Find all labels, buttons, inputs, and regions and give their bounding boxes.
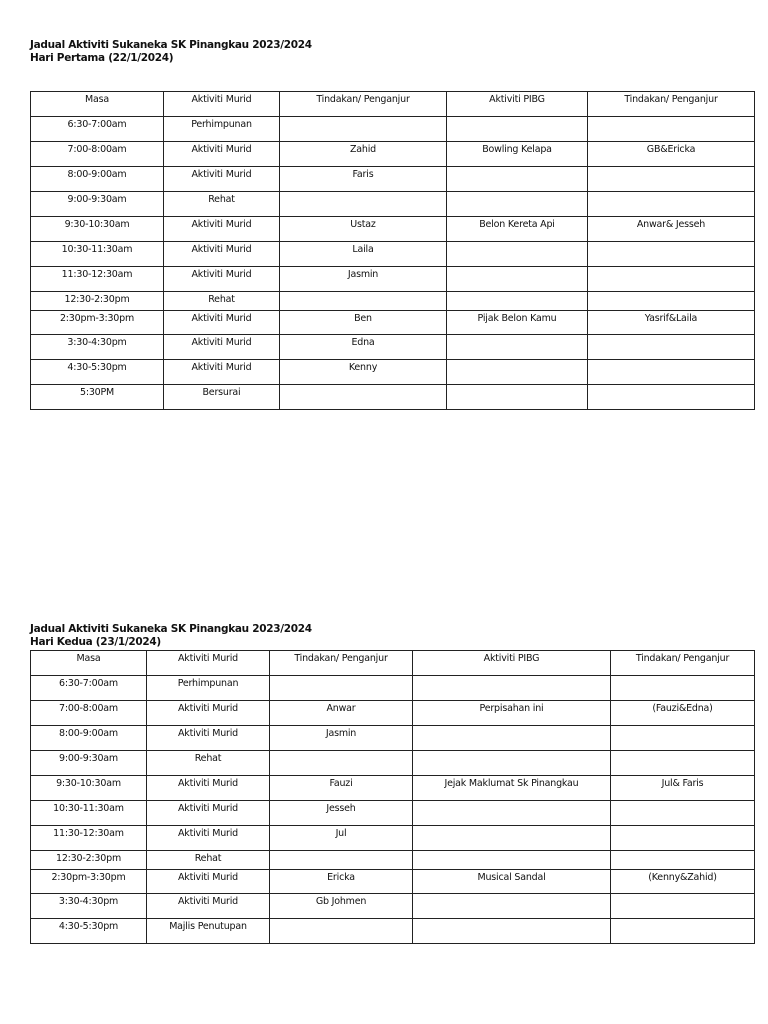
table-row (31, 751, 755, 776)
cell-tindakan-penganjur: Jasmin (270, 726, 413, 751)
cell-aktiviti-pibg: Bowling Kelapa (447, 142, 588, 167)
cell-tindakan-penganjur: Ben (280, 311, 447, 335)
cell-aktiviti-pibg (413, 676, 611, 701)
cell-aktiviti-pibg (447, 292, 588, 311)
header-aktiviti-pibg: Aktiviti PIBG (413, 651, 611, 676)
header-aktiviti-murid: Aktiviti Murid (147, 651, 270, 676)
cell-tindakan-penganjur-pibg (588, 167, 755, 192)
cell-masa: 11:30-12:30am (31, 826, 147, 851)
cell-aktiviti-pibg: Jejak Maklumat Sk Pinangkau (413, 776, 611, 801)
cell-aktiviti-murid: Rehat (164, 192, 280, 217)
cell-tindakan-penganjur: Edna (280, 335, 447, 360)
cell-aktiviti-murid: Aktiviti Murid (164, 167, 280, 192)
table-row (31, 242, 755, 267)
cell-tindakan-penganjur-pibg (611, 826, 755, 851)
cell-aktiviti-pibg: Musical Sandal (413, 870, 611, 894)
cell-aktiviti-murid: Aktiviti Murid (164, 360, 280, 385)
day1-schedule-table (30, 91, 755, 410)
cell-masa: 2:30pm-3:30pm (31, 870, 147, 894)
table-row (31, 385, 755, 410)
cell-masa: 8:00-9:00am (31, 726, 147, 751)
cell-aktiviti-pibg (413, 851, 611, 870)
cell-masa: 6:30-7:00am (31, 117, 164, 142)
cell-tindakan-penganjur-pibg (588, 360, 755, 385)
table-row (31, 894, 755, 919)
cell-tindakan-penganjur-pibg (611, 676, 755, 701)
cell-aktiviti-pibg (447, 385, 588, 410)
cell-tindakan-penganjur: Ustaz (280, 217, 447, 242)
cell-tindakan-penganjur (270, 919, 413, 944)
day1-header-row (31, 92, 755, 117)
cell-aktiviti-murid: Rehat (147, 751, 270, 776)
header-tindakan-penganjur: Tindakan/ Penganjur (280, 92, 447, 117)
cell-tindakan-penganjur: Zahid (280, 142, 447, 167)
day2-schedule-table (30, 650, 755, 944)
cell-aktiviti-murid: Aktiviti Murid (147, 894, 270, 919)
cell-aktiviti-pibg (447, 360, 588, 385)
table-row (31, 851, 755, 870)
cell-aktiviti-murid: Aktiviti Murid (164, 142, 280, 167)
cell-aktiviti-pibg (413, 801, 611, 826)
table-row (31, 217, 755, 242)
cell-tindakan-penganjur-pibg (611, 751, 755, 776)
cell-aktiviti-pibg (447, 167, 588, 192)
cell-aktiviti-pibg (413, 919, 611, 944)
cell-tindakan-penganjur-pibg (611, 919, 755, 944)
cell-masa: 7:00-8:00am (31, 701, 147, 726)
cell-masa: 6:30-7:00am (31, 676, 147, 701)
cell-aktiviti-pibg (413, 751, 611, 776)
header-masa: Masa (31, 651, 147, 676)
cell-aktiviti-pibg (447, 267, 588, 292)
cell-tindakan-penganjur (280, 192, 447, 217)
table-row (31, 776, 755, 801)
cell-aktiviti-pibg: Belon Kereta Api (447, 217, 588, 242)
cell-aktiviti-murid: Perhimpunan (164, 117, 280, 142)
table-row (31, 142, 755, 167)
cell-aktiviti-pibg (413, 894, 611, 919)
cell-tindakan-penganjur-pibg (611, 851, 755, 870)
cell-masa: 12:30-2:30pm (31, 292, 164, 311)
cell-tindakan-penganjur (280, 292, 447, 311)
cell-aktiviti-murid: Aktiviti Murid (164, 311, 280, 335)
cell-aktiviti-pibg: Perpisahan ini (413, 701, 611, 726)
header-tindakan-penganjur-pibg: Tindakan/ Penganjur (611, 651, 755, 676)
cell-tindakan-penganjur-pibg: Jul& Faris (611, 776, 755, 801)
cell-masa: 10:30-11:30am (31, 801, 147, 826)
cell-aktiviti-murid: Aktiviti Murid (147, 870, 270, 894)
table-row (31, 870, 755, 894)
cell-tindakan-penganjur: Jesseh (270, 801, 413, 826)
cell-masa: 9:00-9:30am (31, 751, 147, 776)
cell-masa: 2:30pm-3:30pm (31, 311, 164, 335)
cell-tindakan-penganjur-pibg (588, 292, 755, 311)
header-aktiviti-murid: Aktiviti Murid (164, 92, 280, 117)
cell-aktiviti-murid: Aktiviti Murid (147, 776, 270, 801)
table-row (31, 801, 755, 826)
table-row (31, 267, 755, 292)
cell-aktiviti-murid: Aktiviti Murid (147, 801, 270, 826)
cell-tindakan-penganjur (280, 117, 447, 142)
day2-header-row (31, 651, 755, 676)
cell-tindakan-penganjur-pibg (611, 726, 755, 751)
table-row (31, 167, 755, 192)
cell-aktiviti-pibg (447, 192, 588, 217)
cell-aktiviti-murid: Aktiviti Murid (147, 826, 270, 851)
table-row (31, 335, 755, 360)
cell-tindakan-penganjur (280, 385, 447, 410)
cell-tindakan-penganjur (270, 851, 413, 870)
cell-tindakan-penganjur: Jul (270, 826, 413, 851)
cell-aktiviti-pibg (447, 242, 588, 267)
cell-masa: 3:30-4:30pm (31, 894, 147, 919)
cell-aktiviti-murid: Majlis Penutupan (147, 919, 270, 944)
cell-tindakan-penganjur-pibg: (Kenny&Zahid) (611, 870, 755, 894)
cell-tindakan-penganjur: Ericka (270, 870, 413, 894)
cell-aktiviti-pibg: Pijak Belon Kamu (447, 311, 588, 335)
cell-tindakan-penganjur: Laila (280, 242, 447, 267)
cell-tindakan-penganjur-pibg: GB&Ericka (588, 142, 755, 167)
table-row (31, 292, 755, 311)
day1-subtitle: Hari Pertama (22/1/2024) (30, 52, 174, 64)
cell-tindakan-penganjur: Faris (280, 167, 447, 192)
cell-aktiviti-pibg (413, 826, 611, 851)
header-tindakan-penganjur: Tindakan/ Penganjur (270, 651, 413, 676)
header-tindakan-penganjur-pibg: Tindakan/ Penganjur (588, 92, 755, 117)
cell-tindakan-penganjur-pibg (611, 894, 755, 919)
day1-title: Jadual Aktiviti Sukaneka SK Pinangkau 2023/2024 (30, 39, 312, 51)
cell-masa: 4:30-5:30pm (31, 360, 164, 385)
cell-aktiviti-murid: Aktiviti Murid (147, 701, 270, 726)
cell-masa: 9:00-9:30am (31, 192, 164, 217)
header-aktiviti-pibg: Aktiviti PIBG (447, 92, 588, 117)
table-row (31, 192, 755, 217)
cell-masa: 8:00-9:00am (31, 167, 164, 192)
cell-tindakan-penganjur (270, 751, 413, 776)
table-row (31, 726, 755, 751)
cell-tindakan-penganjur-pibg (611, 801, 755, 826)
cell-aktiviti-pibg (447, 117, 588, 142)
cell-tindakan-penganjur-pibg: Yasrif&Laila (588, 311, 755, 335)
cell-aktiviti-murid: Perhimpunan (147, 676, 270, 701)
cell-aktiviti-pibg (413, 726, 611, 751)
cell-masa: 3:30-4:30pm (31, 335, 164, 360)
cell-masa: 4:30-5:30pm (31, 919, 147, 944)
cell-masa: 5:30PM (31, 385, 164, 410)
cell-masa: 7:00-8:00am (31, 142, 164, 167)
table-row (31, 701, 755, 726)
table-row (31, 311, 755, 335)
day2-title: Jadual Aktiviti Sukaneka SK Pinangkau 2023/2024 (30, 623, 312, 635)
cell-masa: 9:30-10:30am (31, 776, 147, 801)
table-row (31, 919, 755, 944)
cell-aktiviti-pibg (447, 335, 588, 360)
cell-aktiviti-murid: Bersurai (164, 385, 280, 410)
table-row (31, 117, 755, 142)
cell-tindakan-penganjur-pibg: Anwar& Jesseh (588, 217, 755, 242)
cell-aktiviti-murid: Aktiviti Murid (147, 726, 270, 751)
table-row (31, 676, 755, 701)
cell-tindakan-penganjur: Fauzi (270, 776, 413, 801)
cell-masa: 10:30-11:30am (31, 242, 164, 267)
cell-aktiviti-murid: Aktiviti Murid (164, 217, 280, 242)
cell-tindakan-penganjur-pibg (588, 267, 755, 292)
cell-tindakan-penganjur: Kenny (280, 360, 447, 385)
cell-tindakan-penganjur-pibg: (Fauzi&Edna) (611, 701, 755, 726)
cell-tindakan-penganjur: Jasmin (280, 267, 447, 292)
cell-tindakan-penganjur-pibg (588, 117, 755, 142)
cell-tindakan-penganjur (270, 676, 413, 701)
cell-aktiviti-murid: Aktiviti Murid (164, 335, 280, 360)
cell-tindakan-penganjur-pibg (588, 335, 755, 360)
cell-masa: 9:30-10:30am (31, 217, 164, 242)
cell-tindakan-penganjur: Gb Johmen (270, 894, 413, 919)
table-row (31, 826, 755, 851)
cell-tindakan-penganjur-pibg (588, 242, 755, 267)
cell-tindakan-penganjur-pibg (588, 192, 755, 217)
cell-aktiviti-murid: Aktiviti Murid (164, 267, 280, 292)
header-masa: Masa (31, 92, 164, 117)
cell-tindakan-penganjur: Anwar (270, 701, 413, 726)
day2-subtitle: Hari Kedua (23/1/2024) (30, 636, 161, 648)
cell-masa: 11:30-12:30am (31, 267, 164, 292)
cell-aktiviti-murid: Rehat (164, 292, 280, 311)
table-row (31, 360, 755, 385)
cell-masa: 12:30-2:30pm (31, 851, 147, 870)
cell-aktiviti-murid: Rehat (147, 851, 270, 870)
cell-aktiviti-murid: Aktiviti Murid (164, 242, 280, 267)
cell-tindakan-penganjur-pibg (588, 385, 755, 410)
